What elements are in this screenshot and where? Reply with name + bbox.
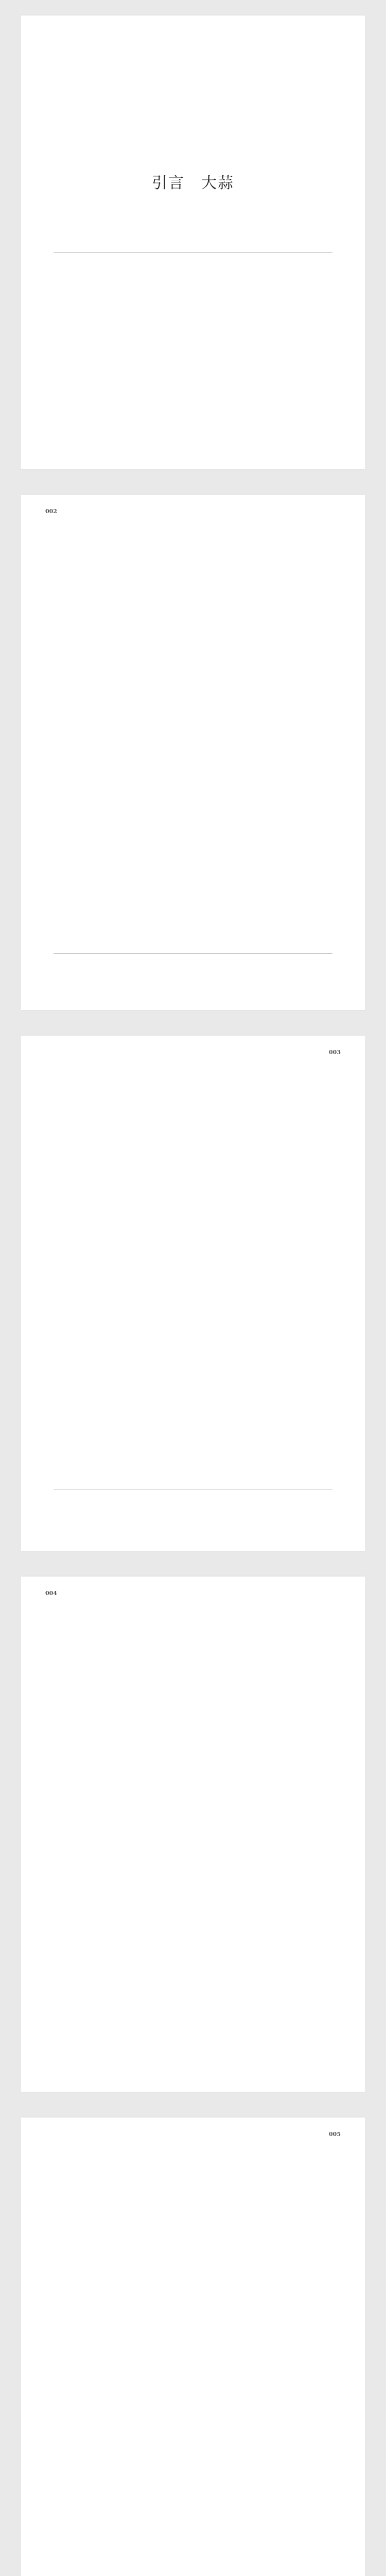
footnotes [54, 953, 332, 957]
running-header [45, 1590, 341, 1597]
body-text [54, 247, 332, 257]
page-number: 004 [45, 1590, 57, 1597]
page-3 [21, 1036, 365, 1551]
page-number: 003 [329, 1049, 341, 1056]
chapter-title: 引言 大蒜 [152, 174, 234, 192]
running-header [45, 1049, 341, 1056]
epigraph [54, 252, 332, 257]
page-number: 005 [329, 2131, 341, 2138]
page-4 [21, 1577, 365, 2092]
page-number: 002 [45, 508, 57, 515]
page-5 [21, 2117, 365, 2576]
running-header [45, 2131, 341, 2138]
footnotes [54, 1489, 332, 1493]
running-header [45, 508, 341, 515]
page-2 [21, 495, 365, 1010]
page-1 [21, 15, 365, 469]
